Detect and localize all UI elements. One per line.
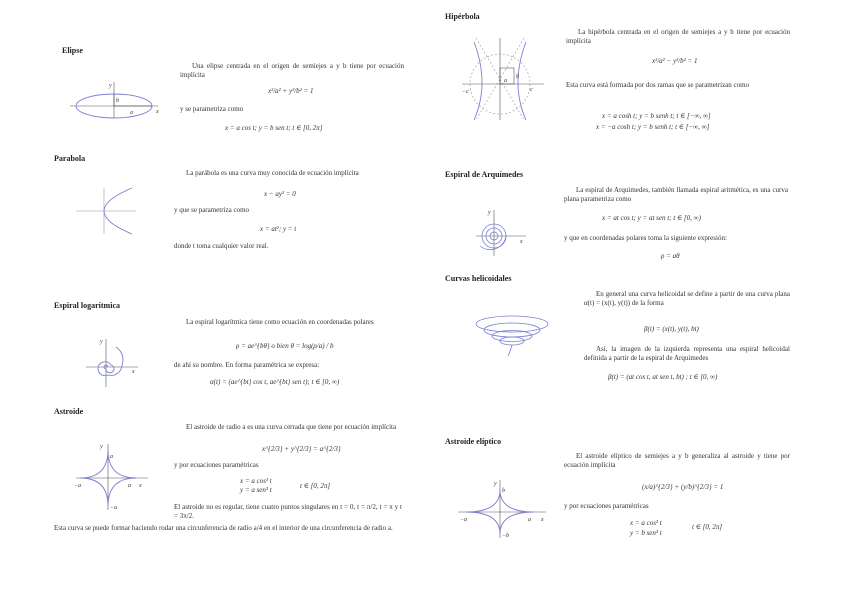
elliptic-astroid-a-left-label: −a xyxy=(460,517,468,523)
elliptic-astroid-y-label: y xyxy=(494,481,497,487)
parabola-outro: donde t toma cualquier valor real. xyxy=(174,242,269,250)
archimedes-param: x = at cos t; y = at sen t; t ∈ [0, ∞) xyxy=(602,214,701,222)
astroid-param-x: x = a cos³ t xyxy=(240,477,272,485)
astroid-x-label: x xyxy=(139,483,142,489)
astroid-a-top-label: a xyxy=(110,454,113,460)
archimedes-mid: y que en coordenadas polares toma la siguiente expresión: xyxy=(564,234,727,242)
ellipse-intro: Una elipse centrada en el origen de semiejes a y b tiene por ecuación implícita xyxy=(180,62,404,79)
elliptic-astroid-equation: (x/a)^{2/3} + (y/b)^{2/3} = 1 xyxy=(642,483,724,491)
elliptic-astroid-x-label: x xyxy=(541,517,544,523)
hyperbola-equation: x²/a² − y²/b² = 1 xyxy=(652,57,698,65)
parabola-param: x = at²; y = t xyxy=(260,225,297,233)
log-spiral-figure xyxy=(82,333,142,389)
ellipse-param-intro: y se parametriza como xyxy=(180,105,244,113)
parabola-intro: La parábola es una curva muy conocida de ecuación implícita xyxy=(186,169,359,177)
astroid-y-label: y xyxy=(100,444,103,450)
log-spiral-y-label: y xyxy=(100,339,103,345)
ellipse-a-label: a xyxy=(130,110,133,116)
helical-param: β(t) = (at cos t, at sen t, bt) ; t ∈ [0, ∞) xyxy=(608,373,718,381)
hyperbola-param-2: x = −a cosh t; y = b senh t; t ∈ [−∞, ∞] xyxy=(596,123,710,131)
hyperbola-mid: Esta curva está formada por dos ramas que se parametrizan como xyxy=(566,81,750,89)
hyperbola-minus-c-label: −c xyxy=(462,89,469,95)
archimedes-y-label: y xyxy=(488,210,491,216)
ellipse-param: x = a cos t; y = b sen t; t ∈ [0, 2π] xyxy=(225,124,323,132)
astroid-a-left-label: −a xyxy=(74,483,82,489)
helical-mid: Así, la imagen de la izquierda representa una espiral helicoidal definida a partir de la espiral de Arquimedes xyxy=(584,345,790,362)
hyperbola-a-label: a xyxy=(504,78,507,84)
hyperbola-intro: La hipérbola centrada en el origen de semiejes a y b tiene por ecuación implícita xyxy=(566,28,790,45)
astroid-outro: Esta curva se puede formar haciendo rodar una circunferencia de radio a/4 en el interior de una circunferencia de radio a. xyxy=(54,524,393,532)
astroid-intro: El astroide de radio a es una curva cerrada que tiene por ecuación implícita xyxy=(186,423,397,431)
log-spiral-param: α(t) = (ae^{bt} cos t, ae^{bt} sen t); t ∈ [0, ∞) xyxy=(210,378,340,386)
archimedes-heading: Espiral de Arquímedes xyxy=(445,170,524,179)
hyperbola-c-label: c xyxy=(530,87,533,93)
archimedes-polar: ρ = aθ xyxy=(661,252,680,260)
elliptic-astroid-figure xyxy=(454,478,550,540)
log-spiral-equation: ρ = ae^{bθ} o bien θ = log(ρ/a) / b xyxy=(236,342,334,350)
helical-figure xyxy=(470,310,554,358)
hyperbola-b-label: b xyxy=(516,74,519,80)
archimedes-intro: La espiral de Arquimedes, también llamada espiral aritmética, es una curva plana parametriza como xyxy=(564,186,788,203)
hyperbola-param-1: x = a cosh t; y = b senh t; t ∈ [−∞, ∞] xyxy=(602,112,711,120)
helical-equation: β(t) = (x(t), y(t), bt) xyxy=(644,325,699,333)
ellipse-y-label: y xyxy=(109,83,112,89)
elliptic-astroid-param-x: x = a cos³ t xyxy=(630,519,662,527)
elliptic-astroid-heading: Astroide elíptico xyxy=(445,437,502,446)
archimedes-figure xyxy=(472,206,532,258)
hyperbola-heading: Hipérbola xyxy=(445,12,480,21)
elliptic-astroid-b-top-label: b xyxy=(502,488,505,494)
astroid-equation: x^{2/3} + y^{2/3} = a^{2/3} xyxy=(262,445,341,453)
parabola-param-intro: y que se parametriza como xyxy=(174,206,250,214)
log-spiral-heading: Espiral logarítmica xyxy=(54,301,120,310)
log-spiral-x-label: x xyxy=(132,369,135,375)
astroid-a-right-label: a xyxy=(128,483,131,489)
helical-intro: En general una curva helicoidal se define a partir de una curva plana α(t) = (x(t), y(t)) de la forma xyxy=(584,290,790,307)
ellipse-equation: x²/a² + y²/b² = 1 xyxy=(268,87,314,95)
astroid-heading: Astroide xyxy=(54,407,84,416)
astroid-figure xyxy=(72,440,152,512)
elliptic-astroid-param-y: y = b sen³ t xyxy=(630,529,662,537)
log-spiral-intro: La espiral logarítmica tiene como ecuación en coordenadas polares xyxy=(186,318,374,326)
elliptic-astroid-param-range: t ∈ [0, 2π] xyxy=(692,523,723,531)
log-spiral-mid: de ahí su nombre. En forma paramétrica se expresa: xyxy=(174,361,320,369)
ellipse-x-label: x xyxy=(156,109,159,115)
ellipse-b-label: b xyxy=(116,98,119,104)
ellipse-figure xyxy=(64,76,164,120)
parabola-heading: Parabola xyxy=(54,154,86,163)
astroid-a-bottom-label: −a xyxy=(110,505,118,511)
parabola-equation: x − ay² = 0 xyxy=(264,190,296,198)
elliptic-astroid-b-bottom-label: −b xyxy=(502,533,510,539)
elliptic-astroid-param-intro: y por ecuaciones paramétricas xyxy=(564,502,649,510)
hyperbola-figure xyxy=(460,36,546,122)
ellipse-heading: Elipse xyxy=(62,46,83,55)
astroid-singular: El astroide no es regular, tiene cuatro puntos singulares en t = 0, t = π/2, t = π y t = 3π/2. xyxy=(174,503,402,520)
elliptic-astroid-intro: El astroide elíptico de semiejes a y b generaliza al astroide y tiene por ecuación implícita xyxy=(564,452,790,469)
archimedes-x-label: x xyxy=(520,239,523,245)
helical-heading: Curvas helicoidales xyxy=(445,274,512,283)
elliptic-astroid-a-right-label: a xyxy=(528,517,531,523)
astroid-param-range: t ∈ [0, 2π] xyxy=(300,482,331,490)
astroid-param-intro: y por ecuaciones paramétricas xyxy=(174,461,259,469)
parabola-figure xyxy=(74,186,138,236)
astroid-param-y: y = a sen³ t xyxy=(240,486,272,494)
